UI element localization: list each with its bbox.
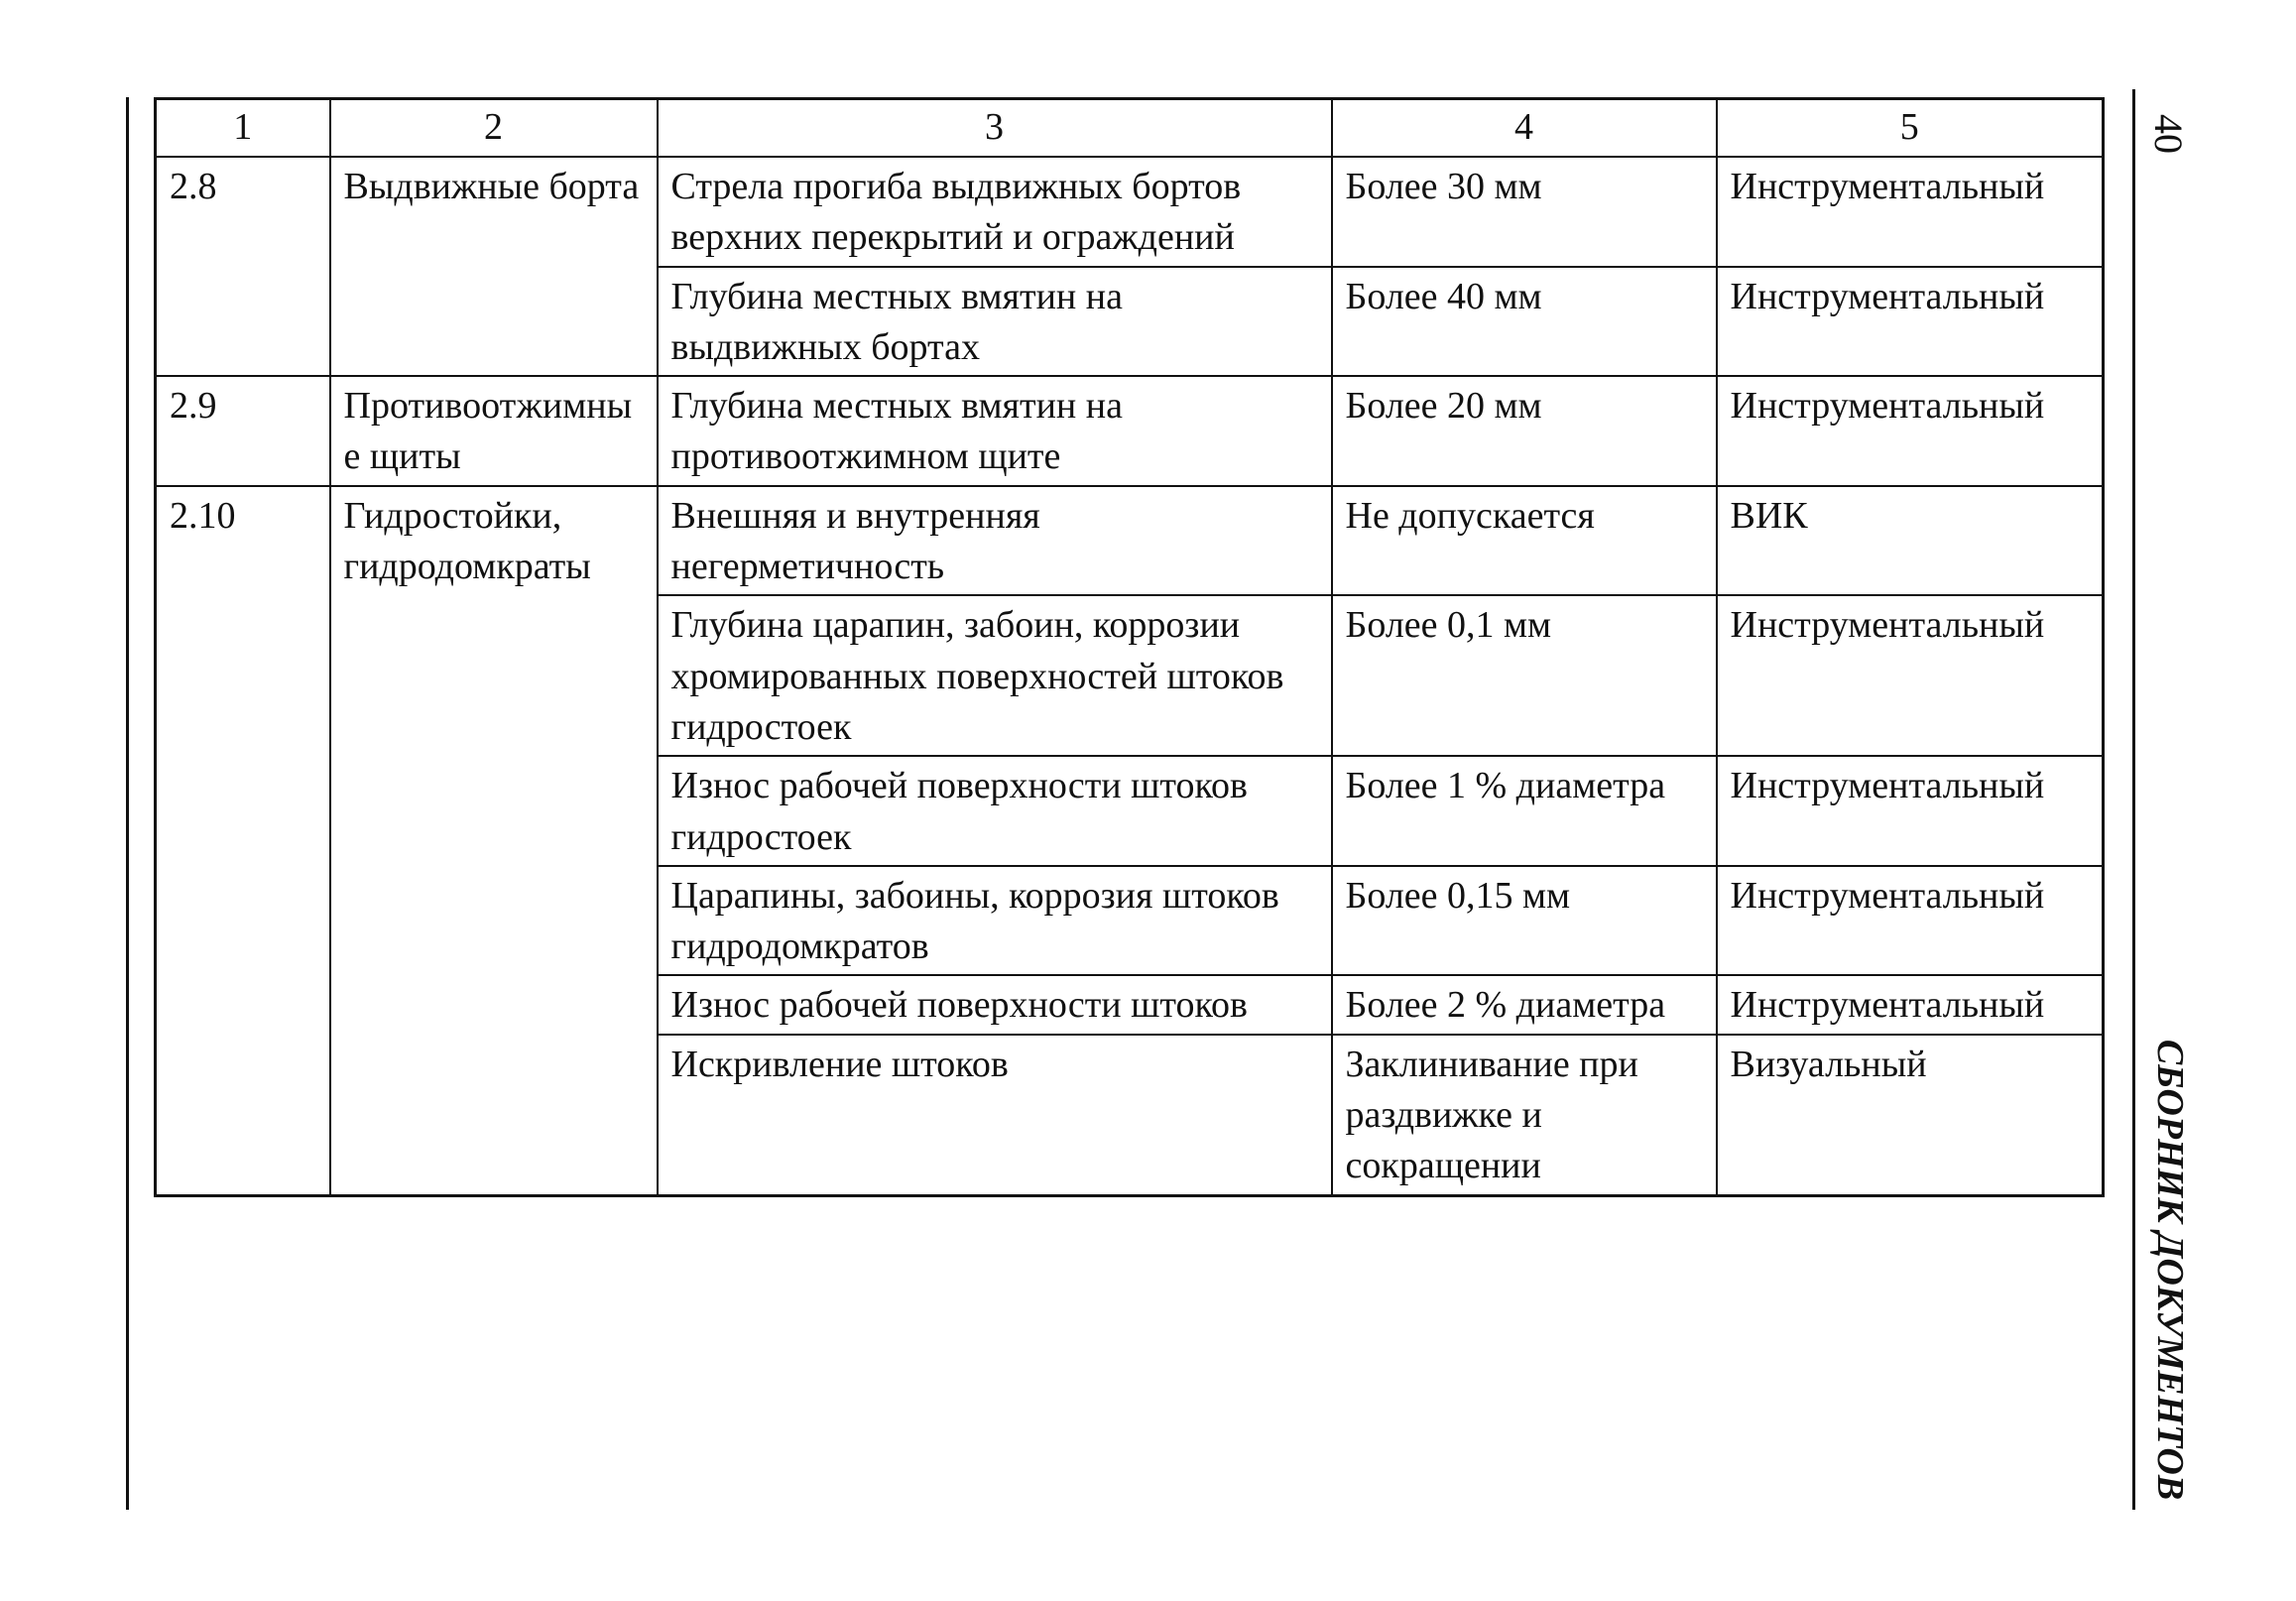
defect-limit: Более 20 мм	[1332, 376, 1717, 486]
defect-limit: Более 0,15 мм	[1332, 866, 1717, 976]
defect-limit: Более 1 % диаметра	[1332, 756, 1717, 866]
page-number: 40	[2146, 114, 2191, 154]
table-row	[156, 157, 2104, 267]
item-number: 2.8	[156, 157, 330, 376]
header-col-3: 3	[658, 99, 1332, 158]
header-row	[156, 99, 2104, 158]
item-number: 2.9	[156, 376, 330, 486]
defect-description: Царапины, забоины, коррозия штоков гидродомкратов	[658, 866, 1332, 976]
defect-limit: Заклинивание при раздвижке и сокращении	[1332, 1035, 1717, 1195]
item-element: Выдвижные борта	[330, 157, 658, 376]
defect-limit: Более 30 мм	[1332, 157, 1717, 267]
inspection-method: Визуальный	[1717, 1035, 2104, 1195]
running-title: СБОРНИК ДОКУМЕНТОВ	[2149, 1039, 2191, 1501]
left-margin-rule	[126, 97, 129, 1510]
defect-description: Стрела прогиба выдвижных бортов верхних перекрытий и ограждений	[658, 157, 1332, 267]
item-element: Гидростойки, гидродомкраты	[330, 486, 658, 1195]
table-row	[156, 486, 2104, 596]
inspection-method: Инструментальный	[1717, 595, 2104, 756]
defect-limit: Не допускается	[1332, 486, 1717, 596]
header-col-2: 2	[330, 99, 658, 158]
right-margin-rule	[2132, 89, 2135, 1510]
item-element: Противоотжимные щиты	[330, 376, 658, 486]
inspection-method: ВИК	[1717, 486, 2104, 596]
inspection-method: Инструментальный	[1717, 157, 2104, 267]
item-number: 2.10	[156, 486, 330, 1195]
defect-description: Глубина местных вмятин на противоотжимном щите	[658, 376, 1332, 486]
defect-description: Глубина местных вмятин на выдвижных бортах	[658, 267, 1332, 377]
defect-limit: Более 2 % диаметра	[1332, 975, 1717, 1034]
inspection-method: Инструментальный	[1717, 975, 2104, 1034]
defect-description: Износ рабочей поверхности штоков гидростоек	[658, 756, 1332, 866]
defect-description: Искривление штоков	[658, 1035, 1332, 1195]
inspection-method: Инструментальный	[1717, 756, 2104, 866]
inspection-method: Инструментальный	[1717, 376, 2104, 486]
inspection-method: Инструментальный	[1717, 267, 2104, 377]
defect-description: Износ рабочей поверхности штоков	[658, 975, 1332, 1034]
defect-description: Глубина царапин, забоин, коррозии хромированных поверхностей штоков гидростоек	[658, 595, 1332, 756]
header-col-4: 4	[1332, 99, 1717, 158]
header-col-1: 1	[156, 99, 330, 158]
defect-description: Внешняя и внутренняя негерметичность	[658, 486, 1332, 596]
defect-limit: Более 0,1 мм	[1332, 595, 1717, 756]
defects-table	[154, 97, 2105, 1197]
header-col-5: 5	[1717, 99, 2104, 158]
inspection-method: Инструментальный	[1717, 866, 2104, 976]
defect-limit: Более 40 мм	[1332, 267, 1717, 377]
table-row	[156, 376, 2104, 486]
